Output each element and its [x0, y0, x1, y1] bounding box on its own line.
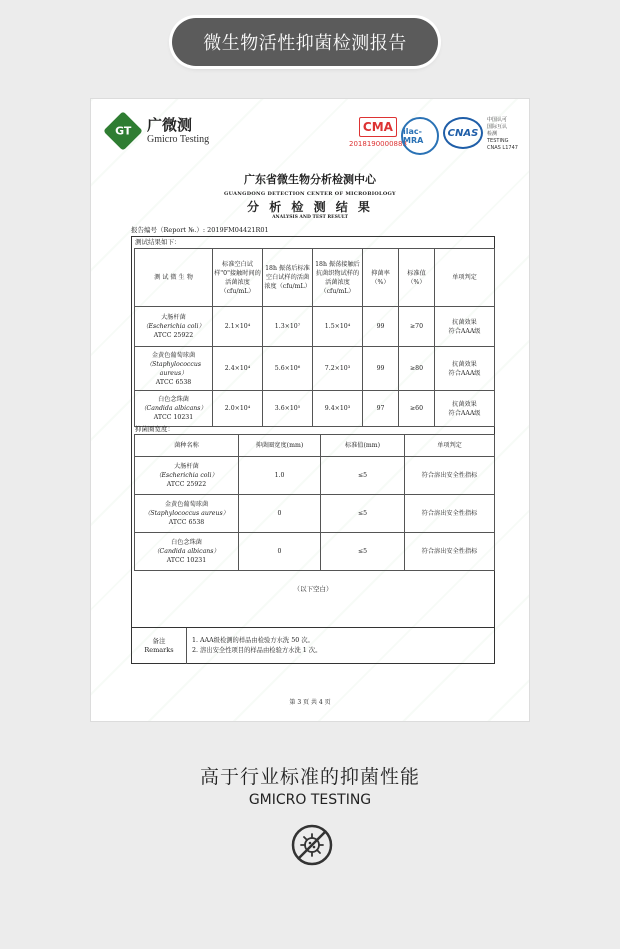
no-bacteria-icon — [291, 824, 333, 866]
gmicro-logo — [105, 113, 209, 149]
cnas-mark — [443, 117, 483, 149]
table-header-row: 菌种名称 抑菌圈宽度(mm) 标准值(mm) 单项判定 — [135, 435, 495, 457]
table-row: 白色念珠菌 （Candida albicans） ATCC 10231 0 ≤5 符合溶出安全性指标 — [135, 533, 495, 571]
gt-logo-icon: GT — [103, 111, 143, 151]
result-frame — [131, 236, 495, 664]
blank-note: （以下空白） — [293, 585, 333, 593]
remarks-section — [132, 627, 494, 663]
cnas-icon: CNAS — [443, 117, 483, 149]
section2-label: 抑菌圈宽度： — [135, 425, 174, 433]
subtitle: GMICRO TESTING — [248, 792, 372, 808]
ilac-mark — [401, 117, 439, 155]
table-row: 大肠杆菌 （Escherichia coli） ATCC 25922 2.1×10⁴ 1.3×10⁷ 1.5×10⁴ 99 ≥70 抗菌效果 符合AAA级 — [135, 307, 495, 347]
cma-icon: CMA — [359, 117, 397, 137]
result-title-cn: 分 析 检 测 结 果 — [247, 200, 373, 214]
result-title-en: ANALYSIS AND TEST RESULT — [272, 215, 348, 220]
table-header-row: 测 试 微 生 物 标准空白试样"0"接触时间的活菌浓度（cfu/mL） 18h 振荡后标准空白试样的活菌浓度（cfu/mL） 18h 振荡接触后抗菌织物试样的活菌浓度（cfu/mL） 抑菌率（%） 标准值（%） 单项判定 — [135, 249, 495, 307]
page-title: 微生物活性抑菌检测报告 — [203, 33, 407, 54]
page-number: 第 3 页 共 4 页 — [289, 699, 331, 706]
cma-mark — [349, 117, 407, 148]
headline: 高于行业标准的抑菌性能 — [199, 766, 420, 788]
report-document — [90, 98, 530, 722]
table-row: 金黄色葡萄球菌 （Staphylococcus aureus） ATCC 6538 0 ≤5 符合溶出安全性指标 — [135, 495, 495, 533]
remarks-text: 1. AAA级检测的样品由检验方水洗 50 次。 2. 溶出安全性项目的样品由检验方水洗 1 次。 — [192, 637, 322, 654]
page-title-badge — [172, 18, 438, 66]
logo-en: Gmicro Testing — [147, 133, 210, 145]
cnas-note: 中国认可 国际互认 检测 TESTING CNAS L1747 — [487, 117, 518, 151]
ilac-mra-icon: ilac-MRA — [401, 117, 439, 155]
center-name-cn: 广东省微生物分析检测中心 — [244, 173, 376, 186]
table-row: 金黄色葡萄球菌 （Staphylococcus aureus） ATCC 6538 2.4×10⁴ 5.6×10⁶ 7.2×10³ 99 ≥80 抗菌效果 符合AAA级 — [135, 347, 495, 391]
logo-cn: 广微测 — [147, 116, 193, 135]
section1-label: 测试结果如下： — [135, 238, 181, 246]
report-number: 报告编号（Report №.）: 2019FM04421R01 — [131, 226, 269, 234]
inhibition-zone-table — [134, 434, 495, 571]
table-row: 白色念珠菌 （Candida albicans） ATCC 10231 2.0×10⁴ 3.6×10⁵ 9.4×10³ 97 ≥60 抗菌效果 符合AAA级 — [135, 391, 495, 427]
center-name-en: GUANGDONG DETECTION CENTER OF MICROBIOLOGY — [224, 191, 396, 197]
table-row: 大肠杆菌 （Escherichia coli） ATCC 25922 1.0 ≤5 符合溶出安全性指标 — [135, 457, 495, 495]
cma-number: 2018190000883 — [349, 140, 407, 148]
remarks-label: 备注 Remarks — [132, 628, 187, 664]
antibacterial-rate-table — [134, 248, 495, 427]
